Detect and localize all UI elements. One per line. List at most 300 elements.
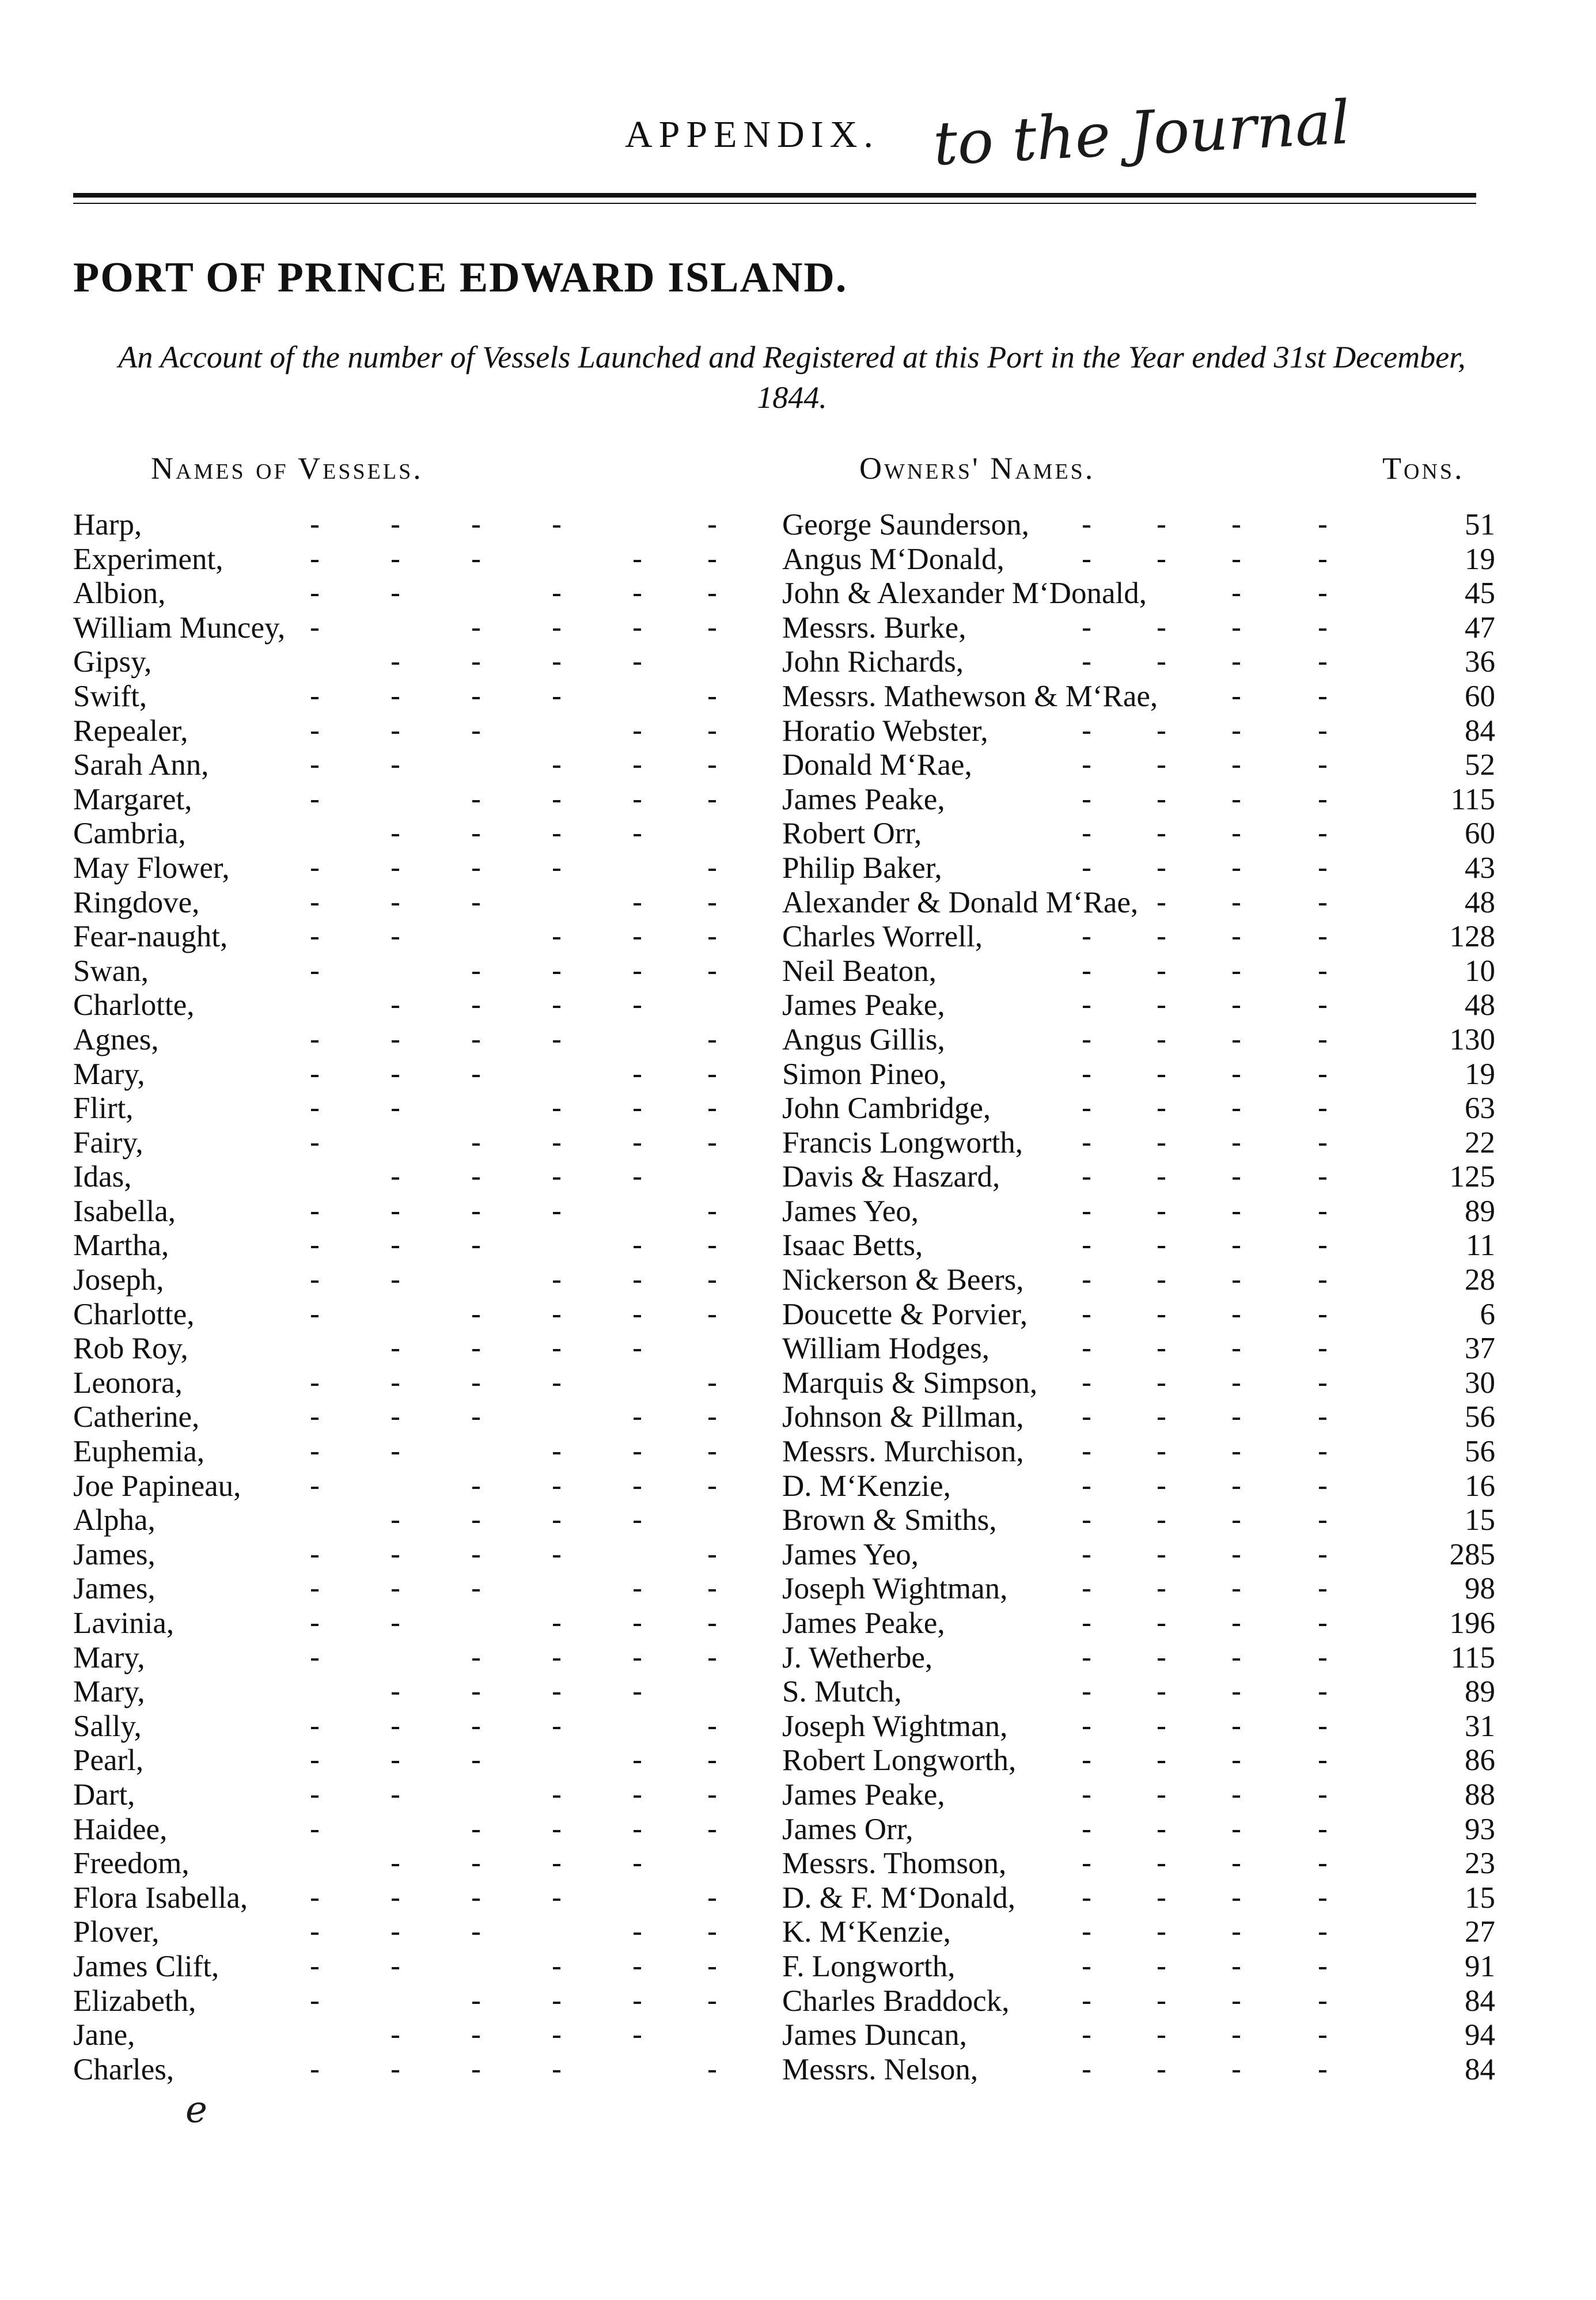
leader-dash bbox=[392, 1675, 400, 1710]
table-row bbox=[0, 1950, 1596, 1984]
leader-dash bbox=[1319, 748, 1327, 783]
leader-dash bbox=[553, 1641, 561, 1676]
vessel-name: Lavinia, bbox=[73, 1606, 175, 1640]
tonnage-value: 19 bbox=[1465, 542, 1495, 576]
vessel-name: Jane, bbox=[73, 2018, 135, 2052]
table-row bbox=[0, 1778, 1596, 1813]
leader-dash bbox=[1083, 1469, 1091, 1504]
leader-dash bbox=[392, 1710, 400, 1744]
leader-dash bbox=[1083, 783, 1091, 817]
leader-dash bbox=[634, 1950, 642, 1984]
leader-dash bbox=[634, 1435, 642, 1469]
leader-dash bbox=[708, 1058, 717, 1092]
tonnage-value: 115 bbox=[1450, 1640, 1495, 1674]
leader-dash bbox=[311, 2053, 319, 2087]
tonnage-value: 89 bbox=[1465, 1194, 1495, 1228]
leader-dash bbox=[1083, 1915, 1091, 1950]
leader-dash bbox=[1319, 1778, 1327, 1813]
owner-name: Joseph Wightman, bbox=[782, 1572, 1008, 1606]
leader-dash bbox=[311, 1366, 319, 1401]
table-row bbox=[0, 1606, 1596, 1641]
table-row bbox=[0, 1332, 1596, 1366]
leader-dash bbox=[553, 1847, 561, 1881]
owner-name: Brown & Smiths, bbox=[782, 1503, 997, 1537]
leader-dash bbox=[392, 920, 400, 954]
tonnage-value: 285 bbox=[1449, 1537, 1495, 1571]
leader-dash bbox=[1083, 1538, 1091, 1573]
vessel-name: Gipsy, bbox=[73, 645, 152, 679]
leader-dash bbox=[1158, 748, 1166, 783]
table-row bbox=[0, 920, 1596, 954]
leader-dash bbox=[708, 954, 717, 989]
tonnage-value: 86 bbox=[1465, 1744, 1495, 1778]
leader-dash bbox=[311, 954, 319, 989]
leader-dash bbox=[392, 543, 400, 577]
tonnage-value: 15 bbox=[1465, 1881, 1495, 1915]
leader-dash bbox=[392, 1366, 400, 1401]
leader-dash bbox=[472, 1195, 480, 1229]
leader-dash bbox=[1233, 1572, 1241, 1606]
leader-dash bbox=[634, 1847, 642, 1881]
leader-dash bbox=[1083, 1572, 1091, 1606]
vessel-name: William Muncey, bbox=[73, 611, 286, 645]
leader-dash bbox=[472, 1538, 480, 1573]
leader-dash bbox=[311, 783, 319, 817]
leader-dash bbox=[311, 543, 319, 577]
tonnage-value: 48 bbox=[1465, 988, 1495, 1022]
leader-dash bbox=[311, 1744, 319, 1778]
leader-dash bbox=[1319, 611, 1327, 646]
leader-dash bbox=[553, 1606, 561, 1641]
owner-name: S. Mutch, bbox=[782, 1675, 902, 1709]
leader-dash bbox=[1083, 1606, 1091, 1641]
leader-dash bbox=[1319, 851, 1327, 886]
leader-dash bbox=[1233, 1023, 1241, 1058]
leader-dash bbox=[1233, 1847, 1241, 1881]
leader-dash bbox=[1233, 508, 1241, 543]
leader-dash bbox=[634, 954, 642, 989]
vessel-name: Swan, bbox=[73, 954, 149, 988]
table-row bbox=[0, 954, 1596, 989]
leader-dash bbox=[1233, 714, 1241, 749]
table-row bbox=[0, 1744, 1596, 1778]
leader-dash bbox=[1233, 543, 1241, 577]
table-row bbox=[0, 1229, 1596, 1263]
leader-dash bbox=[1319, 954, 1327, 989]
leader-dash bbox=[634, 543, 642, 577]
leader-dash bbox=[1319, 543, 1327, 577]
leader-dash bbox=[553, 1778, 561, 1813]
leader-dash bbox=[634, 1092, 642, 1126]
page-heading bbox=[0, 87, 1596, 179]
owner-name: Messrs. Burke, bbox=[782, 611, 966, 645]
leader-dash bbox=[392, 1332, 400, 1366]
table-row bbox=[0, 508, 1596, 543]
leader-dash bbox=[311, 680, 319, 714]
leader-dash bbox=[392, 1915, 400, 1950]
leader-dash bbox=[472, 1881, 480, 1916]
leader-dash bbox=[553, 783, 561, 817]
vessel-name: James, bbox=[73, 1572, 156, 1606]
table-row bbox=[0, 1538, 1596, 1573]
leader-dash bbox=[634, 1675, 642, 1710]
leader-dash bbox=[1319, 1058, 1327, 1092]
leader-dash bbox=[634, 1400, 642, 1435]
leader-dash bbox=[708, 1881, 717, 1916]
leader-dash bbox=[1233, 1195, 1241, 1229]
owner-name: Philip Baker, bbox=[782, 851, 942, 885]
leader-dash bbox=[1158, 1881, 1166, 1916]
vessel-name: Pearl, bbox=[73, 1744, 144, 1778]
table-row bbox=[0, 611, 1596, 646]
leader-dash bbox=[392, 1778, 400, 1813]
table-row bbox=[0, 748, 1596, 783]
leader-dash bbox=[1083, 2053, 1091, 2087]
vessel-name: Rob Roy, bbox=[73, 1332, 188, 1366]
leader-dash bbox=[1233, 680, 1241, 714]
leader-dash bbox=[392, 2053, 400, 2087]
vessel-name: Ringdove, bbox=[73, 885, 200, 919]
leader-dash bbox=[1233, 817, 1241, 851]
leader-dash bbox=[1319, 886, 1327, 920]
owner-name: Robert Longworth, bbox=[782, 1744, 1017, 1778]
leader-dash bbox=[1233, 577, 1241, 611]
leader-dash bbox=[1083, 1435, 1091, 1469]
leader-dash bbox=[311, 1813, 319, 1847]
leader-dash bbox=[1083, 954, 1091, 989]
leader-dash bbox=[1233, 2018, 1241, 2053]
leader-dash bbox=[1083, 714, 1091, 749]
leader-dash bbox=[708, 1435, 717, 1469]
leader-dash bbox=[1158, 920, 1166, 954]
leader-dash bbox=[392, 1744, 400, 1778]
leader-dash bbox=[1233, 1538, 1241, 1573]
owner-name: Messrs. Thomson, bbox=[782, 1847, 1007, 1881]
table-row bbox=[0, 1160, 1596, 1195]
vessel-name: Repealer, bbox=[73, 714, 188, 748]
leader-dash bbox=[1233, 1813, 1241, 1847]
leader-dash bbox=[392, 1229, 400, 1263]
table-row bbox=[0, 1298, 1596, 1332]
leader-dash bbox=[708, 543, 717, 577]
leader-dash bbox=[708, 1813, 717, 1847]
tonnage-value: 56 bbox=[1465, 1435, 1495, 1469]
leader-dash bbox=[1083, 1023, 1091, 1058]
vessel-name: Margaret, bbox=[73, 782, 192, 816]
owner-name: Simon Pineo, bbox=[782, 1057, 947, 1091]
table-row bbox=[0, 1023, 1596, 1058]
owner-name: John Richards, bbox=[782, 645, 964, 679]
leader-dash bbox=[1233, 1058, 1241, 1092]
leader-dash bbox=[392, 748, 400, 783]
leader-dash bbox=[553, 920, 561, 954]
leader-dash bbox=[1233, 1744, 1241, 1778]
leader-dash bbox=[392, 1435, 400, 1469]
leader-dash bbox=[634, 1058, 642, 1092]
leader-dash bbox=[1233, 1778, 1241, 1813]
leader-dash bbox=[553, 508, 561, 543]
tonnage-value: 84 bbox=[1465, 2052, 1495, 2086]
leader-dash bbox=[634, 920, 642, 954]
leader-dash bbox=[392, 1263, 400, 1298]
table-row bbox=[0, 886, 1596, 920]
leader-dash bbox=[311, 1092, 319, 1126]
leader-dash bbox=[708, 783, 717, 817]
leader-dash bbox=[472, 1160, 480, 1195]
owner-name: James Peake, bbox=[782, 1778, 945, 1812]
leader-dash bbox=[1158, 1984, 1166, 2019]
leader-dash bbox=[1233, 920, 1241, 954]
tonnage-value: 94 bbox=[1465, 2018, 1495, 2052]
leader-dash bbox=[1083, 1195, 1091, 1229]
leader-dash bbox=[708, 1984, 717, 2019]
leader-dash bbox=[472, 988, 480, 1023]
leader-dash bbox=[1319, 1915, 1327, 1950]
column-header-tons: Tons. bbox=[1382, 451, 1465, 486]
leader-dash bbox=[392, 680, 400, 714]
leader-dash bbox=[1158, 1778, 1166, 1813]
leader-dash bbox=[553, 748, 561, 783]
leader-dash bbox=[311, 1126, 319, 1161]
leader-dash bbox=[1319, 680, 1327, 714]
leader-dash bbox=[1083, 748, 1091, 783]
leader-dash bbox=[1319, 1538, 1327, 1573]
leader-dash bbox=[392, 1503, 400, 1538]
vessel-name: Sally, bbox=[73, 1709, 142, 1743]
leader-dash bbox=[1083, 1160, 1091, 1195]
leader-dash bbox=[1319, 1675, 1327, 1710]
owner-name: James Peake, bbox=[782, 988, 945, 1022]
leader-dash bbox=[472, 508, 480, 543]
vessel-name: Flora Isabella, bbox=[73, 1881, 248, 1915]
tonnage-value: 30 bbox=[1465, 1366, 1495, 1400]
vessel-name: Agnes, bbox=[73, 1022, 159, 1056]
leader-dash bbox=[392, 1400, 400, 1435]
owner-name: Neil Beaton, bbox=[782, 954, 937, 988]
leader-dash bbox=[1083, 1366, 1091, 1401]
leader-dash bbox=[1158, 543, 1166, 577]
table-row bbox=[0, 1263, 1596, 1298]
leader-dash bbox=[634, 1572, 642, 1606]
leader-dash bbox=[1158, 2018, 1166, 2053]
vessel-name: Joseph, bbox=[73, 1263, 164, 1297]
leader-dash bbox=[392, 1606, 400, 1641]
vessel-name: Alpha, bbox=[73, 1503, 156, 1537]
vessel-name: Freedom, bbox=[73, 1847, 189, 1881]
leader-dash bbox=[1158, 1641, 1166, 1676]
leader-dash bbox=[1158, 611, 1166, 646]
owner-name: Joseph Wightman, bbox=[782, 1709, 1008, 1743]
leader-dash bbox=[311, 1606, 319, 1641]
leader-dash bbox=[1319, 1984, 1327, 2019]
leader-dash bbox=[392, 1195, 400, 1229]
leader-dash bbox=[634, 988, 642, 1023]
leader-dash bbox=[1233, 1503, 1241, 1538]
leader-dash bbox=[1319, 1469, 1327, 1504]
column-header-vessels: Names of Vessels. bbox=[151, 451, 423, 486]
tonnage-value: 93 bbox=[1465, 1812, 1495, 1846]
vessel-name: Mary, bbox=[73, 1640, 145, 1674]
table-row bbox=[0, 645, 1596, 680]
tonnage-value: 43 bbox=[1465, 851, 1495, 885]
table-row bbox=[0, 577, 1596, 611]
vessel-name: Plover, bbox=[73, 1915, 160, 1949]
heading-rule-thick bbox=[73, 193, 1476, 198]
leader-dash bbox=[1319, 920, 1327, 954]
owner-name: Horatio Webster, bbox=[782, 714, 988, 748]
leader-dash bbox=[472, 1915, 480, 1950]
leader-dash bbox=[1158, 1023, 1166, 1058]
leader-dash bbox=[1233, 988, 1241, 1023]
leader-dash bbox=[708, 1641, 717, 1676]
leader-dash bbox=[1083, 1813, 1091, 1847]
leader-dash bbox=[1158, 988, 1166, 1023]
leader-dash bbox=[472, 851, 480, 886]
table-row bbox=[0, 1469, 1596, 1504]
vessel-name: Charlotte, bbox=[73, 988, 195, 1022]
leader-dash bbox=[1233, 1160, 1241, 1195]
table-row bbox=[0, 988, 1596, 1023]
leader-dash bbox=[1319, 1950, 1327, 1984]
leader-dash bbox=[634, 886, 642, 920]
table-row bbox=[0, 1915, 1596, 1950]
leader-dash bbox=[1158, 1950, 1166, 1984]
leader-dash bbox=[472, 1847, 480, 1881]
leader-dash bbox=[1158, 1538, 1166, 1573]
leader-dash bbox=[634, 783, 642, 817]
leader-dash bbox=[1233, 1435, 1241, 1469]
leader-dash bbox=[1083, 1058, 1091, 1092]
table-row bbox=[0, 1710, 1596, 1744]
owner-name: Doucette & Porvier, bbox=[782, 1297, 1028, 1331]
leader-dash bbox=[708, 1195, 717, 1229]
leader-dash bbox=[634, 1744, 642, 1778]
leader-dash bbox=[392, 1950, 400, 1984]
leader-dash bbox=[311, 920, 319, 954]
leader-dash bbox=[1233, 1263, 1241, 1298]
leader-dash bbox=[708, 1778, 717, 1813]
section-title: PORT OF PRINCE EDWARD ISLAND. bbox=[73, 254, 848, 301]
leader-dash bbox=[1319, 1606, 1327, 1641]
leader-dash bbox=[634, 1813, 642, 1847]
leader-dash bbox=[1319, 1710, 1327, 1744]
owner-name: George Saunderson, bbox=[782, 508, 1029, 541]
tonnage-value: 56 bbox=[1465, 1400, 1495, 1434]
tonnage-value: 15 bbox=[1465, 1503, 1495, 1537]
leader-dash bbox=[472, 783, 480, 817]
leader-dash bbox=[553, 1126, 561, 1161]
leader-dash bbox=[1158, 1160, 1166, 1195]
vessel-name: Harp, bbox=[73, 508, 142, 541]
leader-dash bbox=[708, 1469, 717, 1504]
leader-dash bbox=[311, 1572, 319, 1606]
leader-dash bbox=[311, 886, 319, 920]
leader-dash bbox=[708, 886, 717, 920]
leader-dash bbox=[1083, 1298, 1091, 1332]
leader-dash bbox=[708, 1126, 717, 1161]
leader-dash bbox=[1233, 1606, 1241, 1641]
leader-dash bbox=[472, 1710, 480, 1744]
vessel-name: Catherine, bbox=[73, 1400, 200, 1434]
leader-dash bbox=[1233, 886, 1241, 920]
table-row bbox=[0, 1092, 1596, 1126]
leader-dash bbox=[553, 851, 561, 886]
leader-dash bbox=[708, 1710, 717, 1744]
tonnage-value: 60 bbox=[1465, 679, 1495, 713]
tonnage-value: 115 bbox=[1450, 782, 1495, 816]
leader-dash bbox=[1083, 2018, 1091, 2053]
vessel-name: May Flower, bbox=[73, 851, 230, 885]
tonnage-value: 48 bbox=[1465, 885, 1495, 919]
tonnage-value: 23 bbox=[1465, 1847, 1495, 1881]
leader-dash bbox=[1158, 1847, 1166, 1881]
leader-dash bbox=[1158, 1400, 1166, 1435]
leader-dash bbox=[392, 851, 400, 886]
owner-name: Davis & Haszard, bbox=[782, 1160, 1000, 1194]
leader-dash bbox=[1319, 1744, 1327, 1778]
owner-name: Francis Longworth, bbox=[782, 1126, 1023, 1160]
leader-dash bbox=[1233, 1092, 1241, 1126]
owner-name: J. Wetherbe, bbox=[782, 1640, 933, 1674]
tonnage-value: 27 bbox=[1465, 1915, 1495, 1949]
table-row bbox=[0, 1813, 1596, 1847]
leader-dash bbox=[392, 1160, 400, 1195]
tonnage-value: 84 bbox=[1465, 714, 1495, 748]
leader-dash bbox=[708, 1023, 717, 1058]
owner-name: Nickerson & Beers, bbox=[782, 1263, 1024, 1297]
leader-dash bbox=[1233, 1298, 1241, 1332]
leader-dash bbox=[1233, 1400, 1241, 1435]
tonnage-value: 22 bbox=[1465, 1126, 1495, 1160]
vessel-name: Elizabeth, bbox=[73, 1984, 196, 2018]
leader-dash bbox=[708, 1606, 717, 1641]
leader-dash bbox=[634, 1332, 642, 1366]
leader-dash bbox=[311, 1195, 319, 1229]
owner-name: K. M‘Kenzie, bbox=[782, 1915, 951, 1949]
owner-name: Donald M‘Rae, bbox=[782, 748, 972, 782]
leader-dash bbox=[472, 1400, 480, 1435]
leader-dash bbox=[392, 714, 400, 749]
leader-dash bbox=[634, 577, 642, 611]
leader-dash bbox=[1158, 1298, 1166, 1332]
leader-dash bbox=[708, 920, 717, 954]
tonnage-value: 196 bbox=[1449, 1606, 1495, 1640]
leader-dash bbox=[472, 2053, 480, 2087]
leader-dash bbox=[1083, 1332, 1091, 1366]
leader-dash bbox=[708, 748, 717, 783]
leader-dash bbox=[708, 1915, 717, 1950]
leader-dash bbox=[553, 1332, 561, 1366]
leader-dash bbox=[634, 2018, 642, 2053]
leader-dash bbox=[1319, 2053, 1327, 2087]
tonnage-value: 28 bbox=[1465, 1263, 1495, 1297]
leader-dash bbox=[472, 1572, 480, 1606]
leader-dash bbox=[311, 851, 319, 886]
owner-name: Johnson & Pillman, bbox=[782, 1400, 1024, 1434]
leader-dash bbox=[311, 1984, 319, 2019]
leader-dash bbox=[1158, 714, 1166, 749]
leader-dash bbox=[1158, 1469, 1166, 1504]
leader-dash bbox=[1083, 1503, 1091, 1538]
leader-dash bbox=[1158, 1503, 1166, 1538]
vessel-name: Isabella, bbox=[73, 1194, 176, 1228]
table-row bbox=[0, 1847, 1596, 1881]
leader-dash bbox=[1158, 1710, 1166, 1744]
leader-dash bbox=[472, 543, 480, 577]
leader-dash bbox=[1083, 1778, 1091, 1813]
leader-dash bbox=[472, 1503, 480, 1538]
vessel-name: Charlotte, bbox=[73, 1297, 195, 1331]
